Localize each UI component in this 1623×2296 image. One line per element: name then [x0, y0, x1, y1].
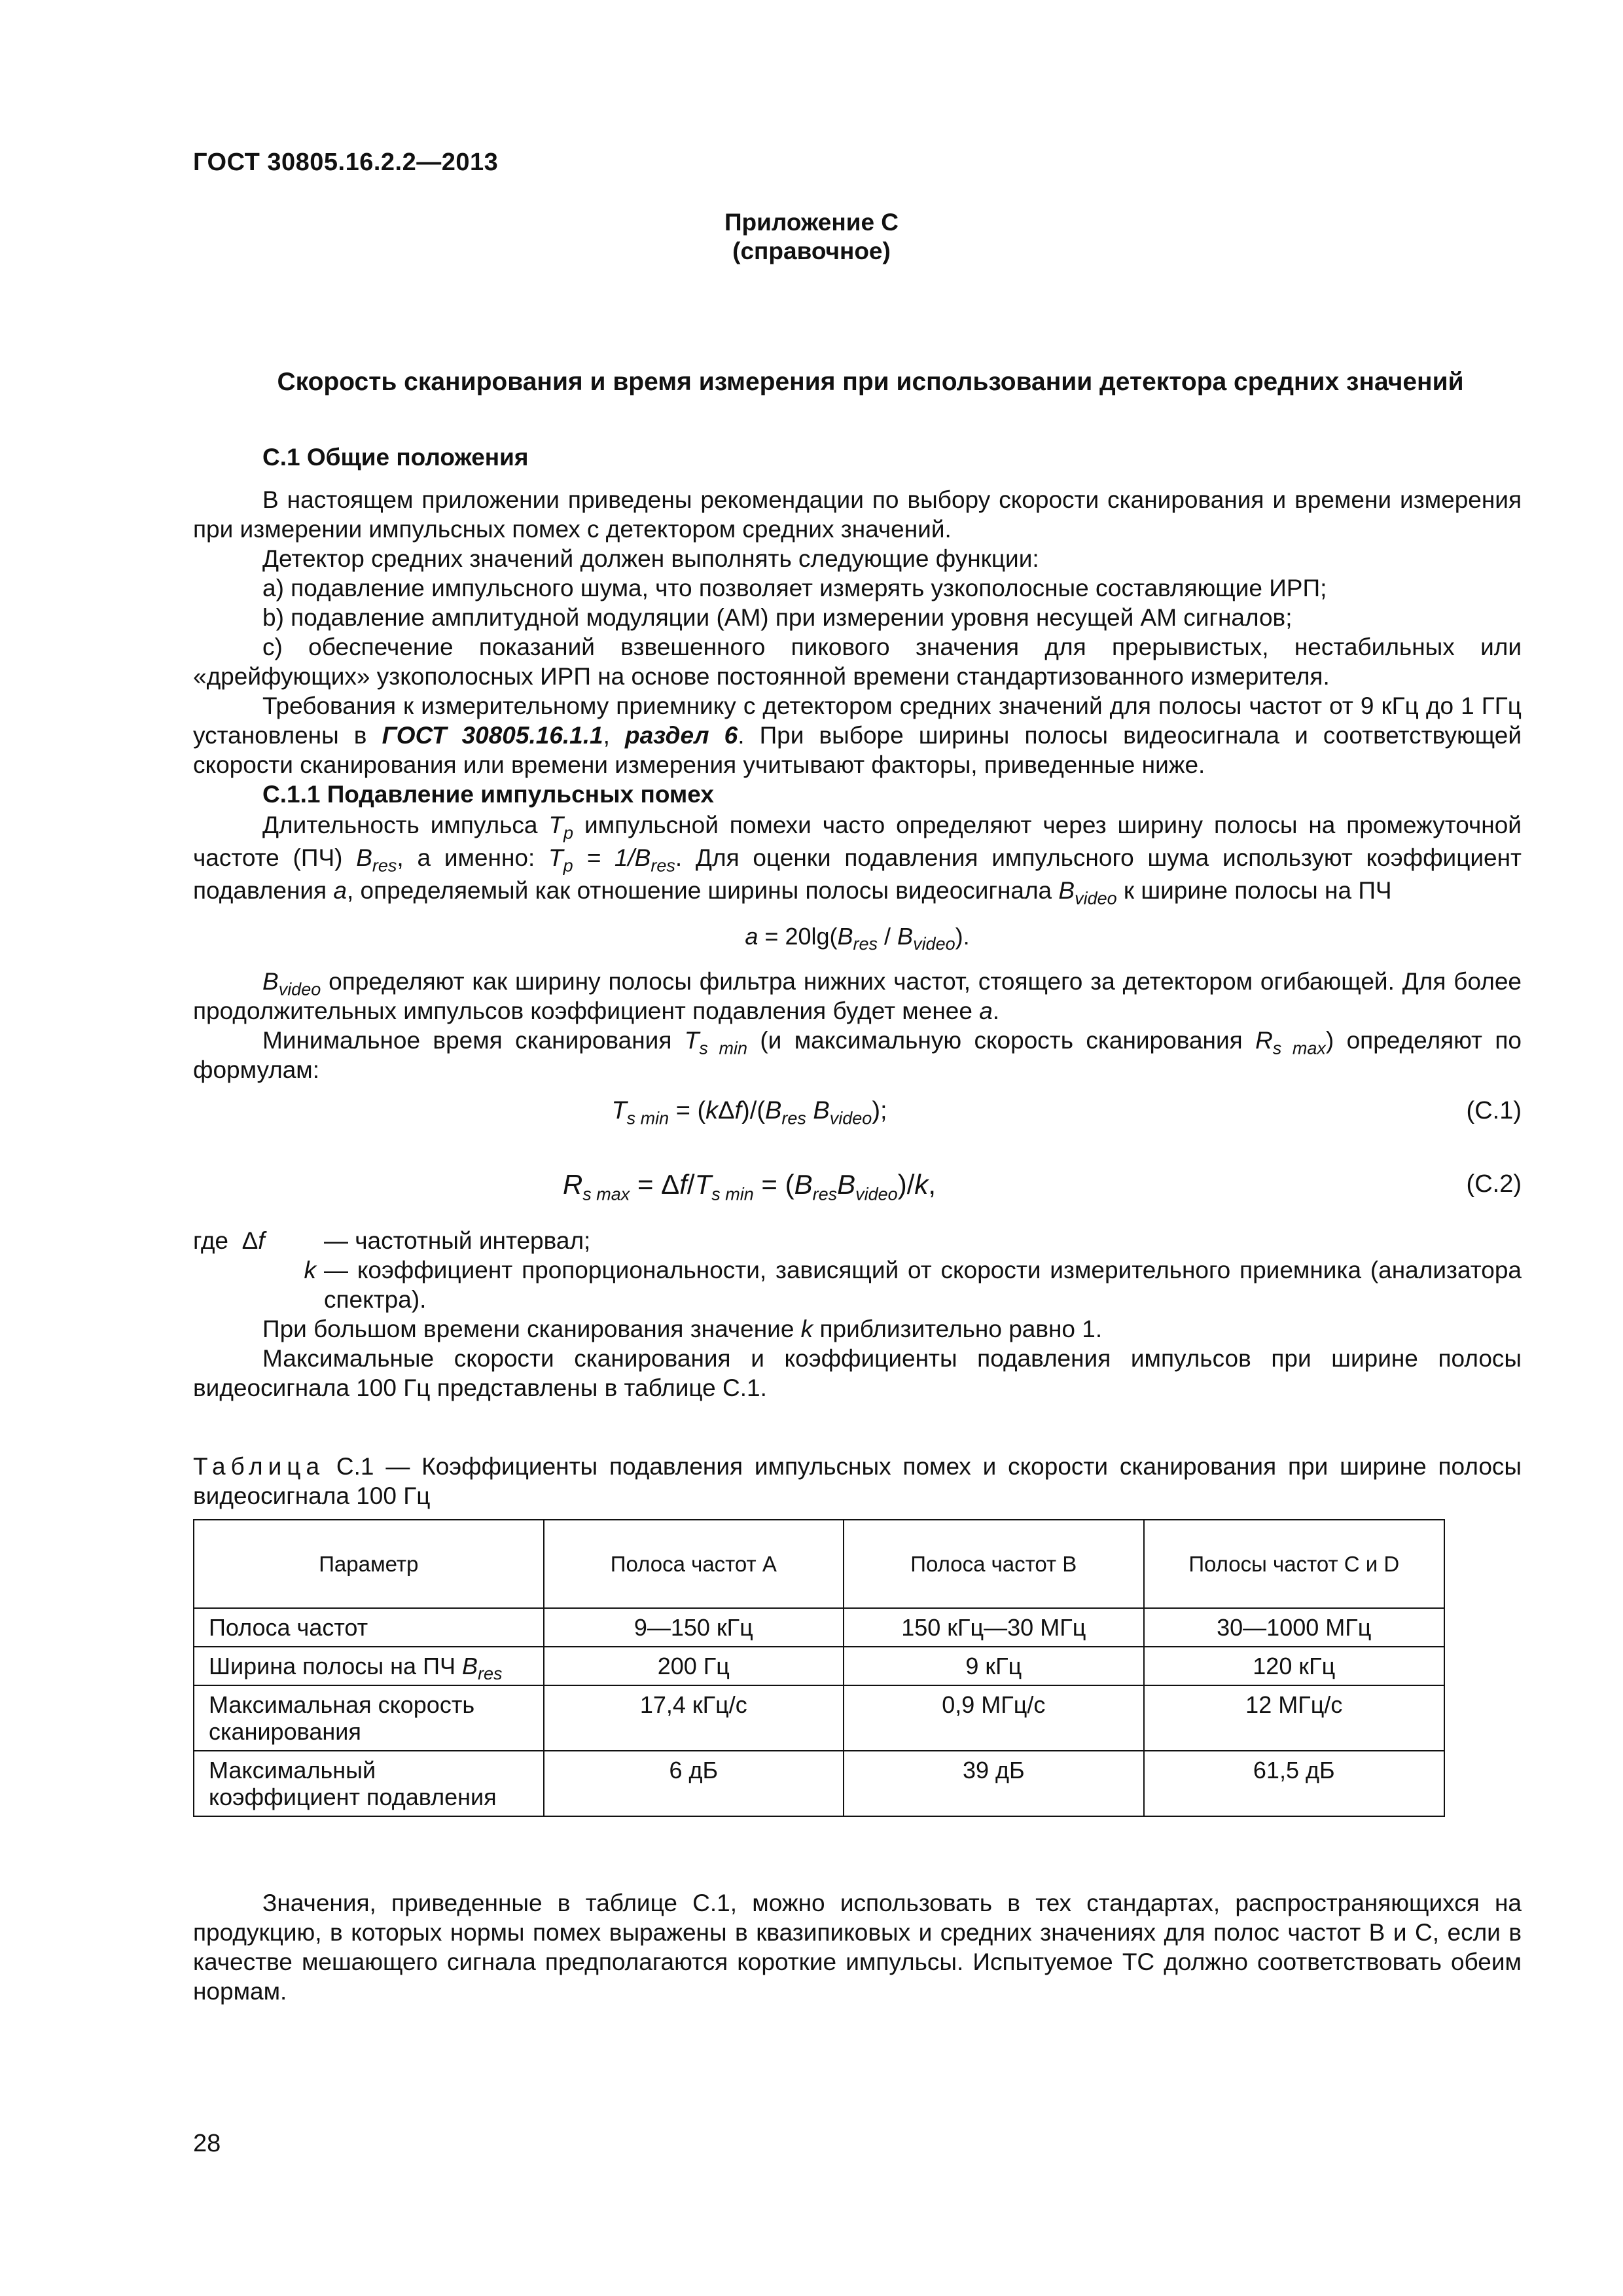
equation-number-c1: (С.1) [1466, 1097, 1522, 1124]
table-cell: Максимальная скорость сканирования [194, 1685, 544, 1751]
column-header: Полосы частот С и D [1144, 1520, 1444, 1608]
table-header-row [194, 1520, 1444, 1608]
body-text [193, 442, 1522, 1403]
page-number: 28 [193, 2130, 221, 2157]
math-Bvideo: $B_{video}$ [1058, 877, 1117, 908]
table-row [194, 1751, 1444, 1816]
formula-c1-expression: $T_{s min} = (k\Delta f)/(B_{res}$ $B_{video}$); [611, 1097, 887, 1128]
table-row [194, 1685, 1444, 1751]
paragraph-table-ref: Максимальные скорости сканирования и коэффициенты подавления импульсов при ширине полосы видеосигнала 100 Гц представлены в таблице С.1. [193, 1345, 1522, 1401]
math-Tp-eq: $T_p = 1/B_{res}$ [548, 844, 675, 876]
table-cell: Ширина полосы на ПЧ $B_{res}$ [194, 1647, 544, 1685]
formula-c2 [193, 1170, 1522, 1222]
paragraph: В настоящем приложении приведены рекомендации по выбору скорости сканирования и времени измерения при измерении импульсных помех с детектором средних значений. [193, 486, 1522, 543]
table-cell: 120 кГц [1144, 1647, 1444, 1685]
paragraph-k: При большом времени сканирования значение k приблизительно равно 1. [262, 1316, 1103, 1342]
paragraph-min-time: Минимальное время сканирования $T_{s min}$ (и максимальную скорость сканирования $R_{s max}$) определяют по формулам: [193, 1027, 1522, 1083]
paragraph-bvideo: $B_{video}$ определяют как ширину полосы фильтра нижних частот, стоящего за детектором огибающей. Для более продолжительных импульсов коэффициент подавления будет менее a. [193, 968, 1522, 1024]
table-caption: Таблица С.1 — Коэффициенты подавления импульсных помех и скорости сканирования при ширине полосы видеосигнала 100 Гц [193, 1453, 1522, 1509]
standard-reference: ГОСТ 30805.16.1.1 [382, 722, 603, 749]
paragraph-requirements: Требования к измерительному приемнику с детектором средних значений для полосы частот от 9 кГц до 1 ГГц установлены в ГОСТ 30805.16.1.1, раздел 6. При выборе ширины полосы видеосигнала и соответствующей скорости сканирования или времени измерения учитывают факторы, приведенные ниже. [193, 692, 1522, 778]
section-reference: раздел 6 [625, 722, 738, 749]
definition-df: где Δf — частотный интервал; [193, 1227, 591, 1254]
table-cell: 17,4 кГц/с [544, 1685, 844, 1751]
column-header: Полоса частот В [844, 1520, 1143, 1608]
section-heading-c1: С.1 Общие положения [262, 444, 529, 471]
appendix-heading: Скорость сканирования и время измерения при использовании детектора средних значений [277, 368, 1464, 396]
table-row [194, 1647, 1444, 1685]
table-cell: 39 дБ [844, 1751, 1143, 1816]
table-cell: 9 кГц [844, 1647, 1143, 1685]
formula-a: $a = 20\lg(B_{res} / B_{video})$. [745, 923, 970, 954]
table-cell: 0,9 МГц/с [844, 1685, 1143, 1751]
paragraph: Детектор средних значений должен выполнять следующие функции: [262, 545, 1039, 572]
appendix-type: (справочное) [732, 238, 891, 264]
standard-header: ГОСТ 30805.16.2.2—2013 [193, 149, 499, 176]
table-cell: 9—150 кГц [544, 1608, 844, 1647]
definitions-list [193, 1226, 1522, 1314]
appendix-title: Приложение С [724, 209, 899, 236]
list-item-a: а) подавление импульсного шума, что позволяет измерять узкополосные составляющие ИРП; [262, 575, 1327, 601]
list-item-c: с) обеспечение показаний взвешенного пикового значения для прерывистых, нестабильных или «дрейфующих» узкополосных ИРП на основе постоянной времени стандартизованного измерителя. [193, 634, 1522, 690]
table-c1 [193, 1519, 1445, 1817]
table-cell: Максимальный коэффициент подавления [194, 1751, 544, 1816]
table-cell: Полоса частот [194, 1608, 544, 1647]
table-cell: 6 дБ [544, 1751, 844, 1816]
paragraph-pulse: Длительность импульса $T_p$ импульсной помехи часто определяют через ширину полосы на промежуточной частоте (ПЧ) $B_{res}$, а именно: $T_p = 1/B_{res}$. Для оценки подавления импульсного шума используют коэффициент подавления a, определяемый как отношение ширины полосы видеосигнала $B_{video}$ к ширине полосы на ПЧ [193, 812, 1522, 908]
math-Tp: $T_p$ [548, 812, 574, 843]
column-header: Параметр [194, 1520, 544, 1608]
math-Bres: $B_{res}$ [356, 844, 397, 876]
equation-number-c2: (С.2) [1466, 1170, 1522, 1198]
list-item-b: b) подавление амплитудной модуляции (АМ) при измерении уровня несущей АМ сигналов; [262, 604, 1293, 631]
formula-c1 [193, 1096, 1522, 1143]
column-header: Полоса частот А [544, 1520, 844, 1608]
table-cell: 12 МГц/с [1144, 1685, 1444, 1751]
table-cell: 150 кГц—30 МГц [844, 1608, 1143, 1647]
table-cell: 30—1000 МГц [1144, 1608, 1444, 1647]
closing-paragraph: Значения, приведенные в таблице С.1, можно использовать в тех стандартах, распространяющихся на продукцию, в которых нормы помех выражены в квазипиковых и средних значениях для полос частот В и С, если в качестве мешающего сигнала предполагаются короткие импульсы. Испытуемое ТС должно соответствовать обеим нормам. [193, 1890, 1522, 2005]
definition-k: k — коэффициент пропорциональности, зависящий от скорости измерительного приемника (анализатора спектра). [304, 1257, 1522, 1313]
table-cell: 200 Гц [544, 1647, 844, 1685]
table-cell: 61,5 дБ [1144, 1751, 1444, 1816]
appendix-label [0, 208, 1623, 266]
table-row [194, 1608, 1444, 1647]
section-heading-c11: С.1.1 Подавление импульсных помех [262, 781, 714, 808]
formula-c2-expression: $R_{s max} = \Delta f/T_{s min} = (B_{res}B_{video})/k$, [562, 1169, 936, 1204]
